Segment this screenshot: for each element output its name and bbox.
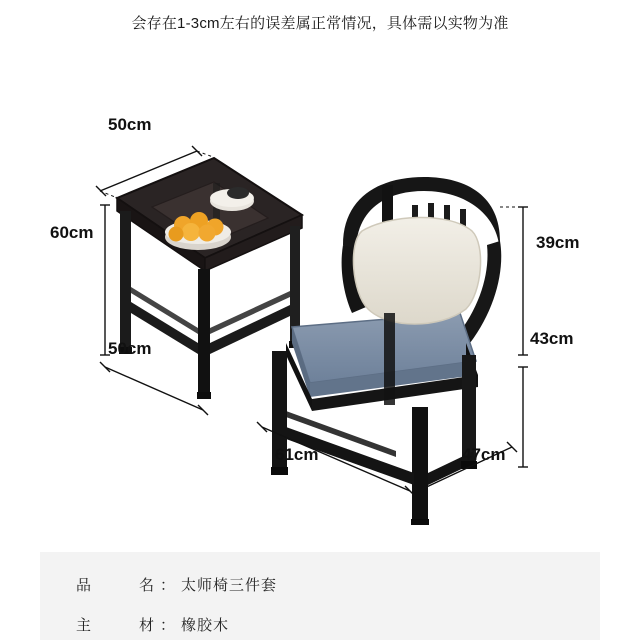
spec-value-name: 太师椅三件套	[181, 577, 278, 594]
furniture-illustration	[0, 55, 640, 525]
dim-chair-width: 61cm	[275, 445, 319, 464]
dim-chair-depth: 47cm	[462, 445, 506, 464]
dim-table-bottom-width: 50cm	[108, 339, 152, 358]
dim-chair-seat-height: 43cm	[530, 329, 574, 348]
dim-chair-back-height: 39cm	[536, 233, 580, 252]
spec-panel	[40, 552, 600, 640]
spec-row	[76, 614, 229, 635]
spec-row	[76, 574, 277, 595]
spec-value-material: 橡胶木	[181, 617, 230, 634]
spec-key-name: 品 名：	[76, 577, 182, 594]
armchair-graphic	[271, 177, 501, 525]
spec-key-material: 主 材：	[76, 617, 182, 634]
furniture-drawing	[0, 55, 640, 525]
dim-table-height: 60cm	[50, 223, 94, 242]
dim-table-top-width: 50cm	[108, 115, 152, 134]
tolerance-note: 会存在1-3cm左右的误差属正常情况，具体需以实物为准	[131, 15, 509, 32]
